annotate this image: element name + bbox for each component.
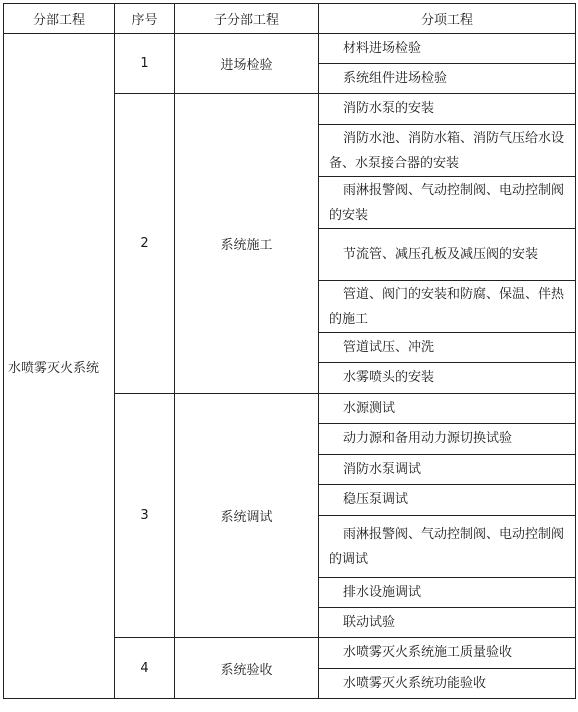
item-cell: 排水设施调试 (319, 578, 576, 608)
table-header-row (4, 4, 576, 34)
item-cell: 消防水泵的安装 (319, 94, 576, 125)
sub-division-cell: 进场检验 (175, 34, 319, 94)
table-row (4, 34, 576, 64)
item-cell: 雨淋报警阀、气动控制阀、电动控制阀的调试 (319, 516, 576, 578)
seq-cell: 1 (115, 34, 175, 94)
inspection-table-container (3, 3, 576, 699)
item-cell: 水雾喷头的安装 (319, 363, 576, 394)
seq-cell: 2 (115, 94, 175, 394)
sub-division-cell: 系统验收 (175, 638, 319, 699)
sub-division-cell: 系统调试 (175, 394, 319, 638)
construction-division-table (3, 3, 576, 699)
item-cell: 水喷雾灭火系统施工质量验收 (319, 638, 576, 669)
item-cell: 系统组件进场检验 (319, 64, 576, 94)
item-cell: 水喷雾灭火系统功能验收 (319, 669, 576, 699)
sub-division-cell: 系统施工 (175, 94, 319, 394)
header-seq: 序号 (115, 4, 175, 34)
seq-cell: 4 (115, 638, 175, 699)
header-item: 分项工程 (319, 4, 576, 34)
item-cell: 管道试压、冲洗 (319, 333, 576, 363)
item-cell: 节流管、减压孔板及减压阀的安装 (319, 229, 576, 281)
item-cell: 动力源和备用动力源切换试验 (319, 424, 576, 455)
header-sub-division: 子分部工程 (175, 4, 319, 34)
item-cell: 雨淋报警阀、气动控制阀、电动控制阀的安装 (319, 177, 576, 229)
seq-cell: 3 (115, 394, 175, 638)
item-cell: 联动试验 (319, 608, 576, 638)
item-cell: 材料进场检验 (319, 34, 576, 64)
header-division: 分部工程 (4, 4, 115, 34)
item-cell: 消防水池、消防水箱、消防气压给水设备、水泵接合器的安装 (319, 125, 576, 177)
item-cell: 消防水泵调试 (319, 455, 576, 485)
division-cell: 水喷雾灭火系统 (4, 34, 115, 699)
item-cell: 稳压泵调试 (319, 485, 576, 516)
item-cell: 水源测试 (319, 394, 576, 424)
item-cell: 管道、阀门的安装和防腐、保温、伴热的施工 (319, 281, 576, 333)
